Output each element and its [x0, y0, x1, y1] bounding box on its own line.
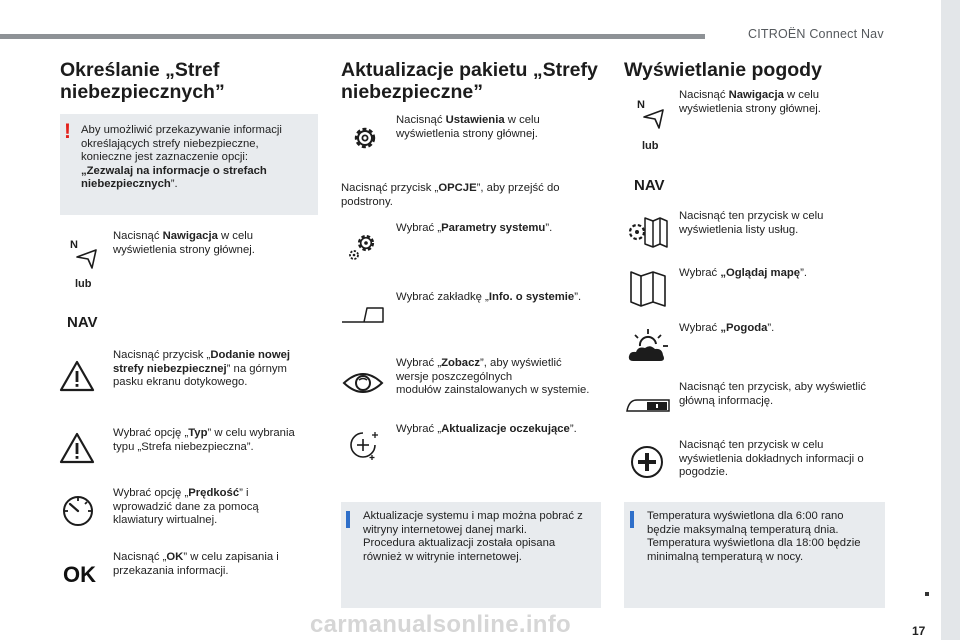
settings-gear-icon: [350, 123, 380, 153]
plus-icon: [630, 445, 664, 479]
info-tab-icon: [625, 394, 671, 414]
col1-step1-text: Nacisnąć Nawigacja w celu wyświetlenia strony głównej.: [113, 230, 255, 256]
page-side-strip: [941, 0, 960, 640]
tab-icon: [340, 305, 386, 325]
navigation-icon: [70, 237, 100, 269]
system-settings-icon: [346, 232, 380, 262]
col2-heading: Aktualizacje pakietu „Strefy niebezpieczne”: [341, 59, 598, 103]
col2-step2-text: Wybrać „Parametry systemu”.: [396, 222, 553, 234]
warning-icon: !: [64, 120, 71, 143]
col2-para: Nacisnąć przycisk „OPCJE”, aby przejść do podstrony.: [341, 182, 560, 208]
col3-heading: Wyświetlanie pogody: [624, 59, 822, 81]
update-icon: [346, 428, 380, 462]
or-label: lub: [75, 278, 92, 290]
map-icon: [629, 268, 667, 308]
warning-triangle-icon: [59, 432, 95, 464]
svg-text:N: N: [637, 99, 645, 111]
col3-step1-text: Nacisnąć Nawigacja w celu wyświetlenia strony głównej.: [679, 89, 821, 115]
col3-step3-text: Wybrać „Oglądaj mapę”.: [679, 267, 807, 279]
nav-button-label: NAV: [67, 314, 98, 331]
col3-info-text: Temperatura wyświetlona dla 6:00 rano będzie maksymalną temperaturą dnia. Temperatura wyświetlona dla 18:00 będzie minimalną temperaturą w nocy.: [647, 510, 861, 563]
col1-step3-text: Wybrać opcję „Typ” w celu wybrania typu „Strefa niebezpieczna”.: [113, 427, 295, 453]
col2-step1-text: Nacisnąć Ustawienia w celu wyświetlenia strony głównej.: [396, 114, 540, 140]
speedometer-icon: [61, 494, 95, 528]
col2-step3-text: Wybrać zakładkę „Info. o systemie”.: [396, 291, 582, 303]
weather-icon: [627, 326, 671, 364]
col1-heading: Określanie „Stref niebezpiecznych”: [60, 59, 225, 103]
col1-step5-text: Nacisnąć „OK” w celu zapisania i przekazania informacji.: [113, 551, 279, 577]
col2-step4-text: Wybrać „Zobacz”, aby wyświetlić wersje poszczególnych modułów zainstalowanych w systemie.: [396, 357, 590, 396]
col3-step5-text: Nacisnąć ten przycisk, aby wyświetlić główną informację.: [679, 381, 867, 407]
nav-button-label: NAV: [634, 177, 665, 194]
or-label: lub: [642, 140, 659, 152]
col1-step4-text: Wybrać opcję „Prędkość” i wprowadzić dane za pomocą klawiatury wirtualnej.: [113, 487, 259, 526]
col3-step2-text: Nacisnąć ten przycisk w celu wyświetlenia listy usług.: [679, 210, 824, 236]
info-icon: [630, 511, 634, 528]
col2-info-text: Aktualizacje systemu i map można pobrać z witryny internetowej danej marki. Procedura aktualizacji została opisana również w witrynie internetowej.: [363, 510, 583, 563]
col2-step5-text: Wybrać „Aktualizacje oczekujące”.: [396, 423, 577, 435]
watermark: carmanualsonline.info: [310, 611, 572, 638]
page-number: 17: [912, 624, 926, 638]
navigation-icon: [637, 97, 667, 129]
header-rule: [0, 34, 705, 39]
brand-label: CITROËN Connect Nav: [748, 27, 884, 41]
eye-icon: [342, 369, 384, 397]
col3-step6-text: Nacisnąć ten przycisk w celu wyświetlenia dokładnych informacji o pogodzie.: [679, 439, 864, 478]
info-icon: [346, 511, 350, 528]
col1-step2-text: Nacisnąć przycisk „Dodanie nowej strefy niebezpiecznej” na górnym pasku ekranu dotykowego.: [113, 349, 291, 388]
warning-text: Aby umożliwić przekazywanie informacji określających strefy niebezpieczne, konieczne jest zaznaczenie opcji: „Zezwalaj na informacje o strefach niebezpiecznych”.: [81, 124, 282, 190]
svg-text:N: N: [70, 239, 78, 251]
ok-button-label: OK: [63, 562, 96, 587]
col3-step4-text: Wybrać „Pogoda”.: [679, 322, 775, 334]
page-marker: [925, 592, 929, 596]
warning-triangle-icon: [59, 360, 95, 392]
services-icon: [627, 214, 669, 250]
